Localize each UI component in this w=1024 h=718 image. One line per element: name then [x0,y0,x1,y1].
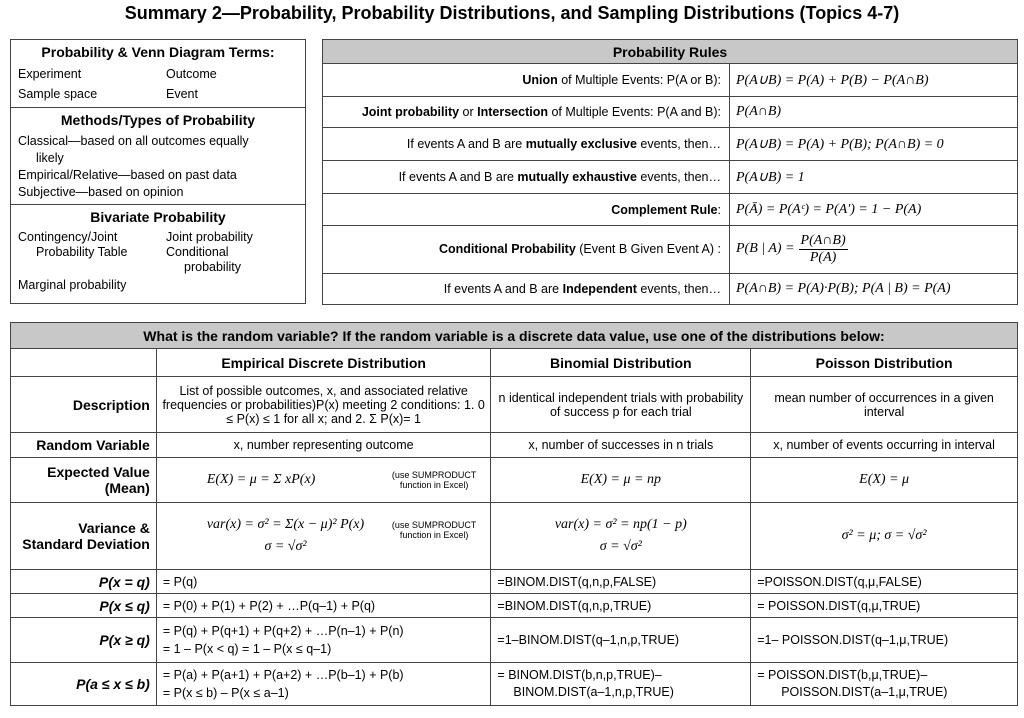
rule-formula: P(A∪B) = P(A) + P(B); P(A∩B) = 0 [730,128,1018,161]
table-row [11,377,1018,433]
table-cell: =1– POISSON.DIST(q–1,μ,TRUE) [751,618,1018,663]
method-item-continued: likely [36,151,64,165]
row-header: P(x = q) [11,570,157,594]
row-header: P(x ≥ q) [11,618,157,663]
table-cell [156,503,491,570]
row-header: P(a ≤ x ≤ b) [11,663,157,706]
bivariate-heading: Bivariate Probability [90,209,226,225]
table-row [323,64,1018,97]
term: Contingency/Joint [18,230,118,244]
rule-label: Union of Multiple Events: P(A or B): [323,64,730,97]
formula: var(x) = σ² = Σ(x − μ)² P(x) [206,517,365,532]
table-row [11,433,1018,458]
term: Sample space [18,87,98,101]
row-header: Variance & Standard Deviation [11,503,157,570]
distributions-banner: What is the random variable? If the random variable is a discrete data value, use one of the distributions below: [11,323,1018,349]
table-cell: =POISSON.DIST(q,μ,FALSE) [751,570,1018,594]
term: Marginal probability [18,278,127,292]
formula-left: P(B | A) = [736,241,795,257]
table-cell: =BINOM.DIST(q,n,p,FALSE) [491,570,751,594]
table-cell: List of possible outcomes, x, and associated relative frequencies or probabilities)P(x) meeting 2 conditions: 1. 0 ≤ P(x) ≤ 1 for all x; and 2. Σ P(x)= 1 [156,377,491,433]
table-row [11,594,1018,618]
rule-label: If events A and B are mutually exclusive events, then… [323,128,730,161]
excel-note: (use SUMPRODUCT function in Excel) [391,470,477,490]
venn-terms-section [11,40,305,108]
fraction-numerator: P(A∩B) [800,232,846,248]
rule-label: If events A and B are Independent events, then… [323,273,730,304]
table-cell [156,458,491,503]
table-row [323,161,1018,194]
venn-terms-heading: Probability & Venn Diagram Terms: [41,44,275,60]
rule-formula: P(A∩B) = P(A)·P(B); P(A | B) = P(A) [730,273,1018,304]
term-continued: probability [184,260,241,274]
term: Conditional [166,245,229,259]
rule-formula: P(A∪B) = P(A) + P(B) − P(A∩B) [730,64,1018,97]
table-cell: x, number of successes in n trials [491,433,751,458]
method-item: Classical—based on all outcomes equally [18,134,249,148]
term: Outcome [166,67,217,81]
table-cell: mean number of occurrences in a given interval [751,377,1018,433]
bivariate-section [11,205,305,296]
formula: E(X) = μ = np [491,458,751,503]
rule-label: Joint probability or Intersection of Multiple Events: P(A and B): [323,97,730,128]
table-cell: = P(q) + P(q+1) + P(q+2) + …P(n–1) + P(n) = 1 – P(x < q) = 1 – P(x ≤ q–1) [156,618,491,663]
row-header: Expected Value (Mean) [11,458,157,503]
formula: E(X) = μ = Σ xP(x) [206,472,316,487]
table-cell: = BINOM.DIST(b,n,p,TRUE)– BINOM.DIST(a–1,n,p,TRUE) [491,663,751,706]
table-cell [491,503,751,570]
column-header-binomial: Binomial Distribution [491,349,751,377]
term: Joint probability [166,230,253,244]
column-header-empirical: Empirical Discrete Distribution [156,349,491,377]
rule-label: If events A and B are mutually exhaustive events, then… [323,161,730,194]
term: Event [166,87,198,101]
formula: σ = √σ² [264,539,307,554]
table-cell: = P(q) [156,570,491,594]
page-title: Summary 2—Probability, Probability Distributions, and Sampling Distributions (Topics 4-7) [124,3,900,23]
method-item: Subjective—based on opinion [18,185,184,199]
term-continued: Probability Table [36,245,128,259]
excel-note: (use SUMPRODUCT function in Excel) [391,520,477,540]
methods-section [11,108,305,205]
table-row [323,128,1018,161]
formula: σ² = μ; σ = √σ² [751,503,1018,570]
row-header: Random Variable [11,433,157,458]
rule-label: Complement Rule: [323,194,730,225]
table-row [323,273,1018,304]
rule-formula: P(A∩B) [730,97,1018,128]
formula: var(x) = σ² = np(1 − p) [554,517,687,532]
table-cell: =BINOM.DIST(q,n,p,TRUE) [491,594,751,618]
rule-label: Conditional Probability (Event B Given Event A) : [323,225,730,273]
rule-formula: P(Ā) = P(Aᶜ) = P(A′) = 1 − P(A) [730,194,1018,225]
table-cell: =1–BINOM.DIST(q–1,n,p,TRUE) [491,618,751,663]
rules-header: Probability Rules [323,40,1018,64]
column-header-poisson: Poisson Distribution [751,349,1018,377]
table-cell: x, number of events occurring in interval [751,433,1018,458]
table-cell: x, number representing outcome [156,433,491,458]
formula: σ = √σ² [599,539,642,554]
table-cell: = POISSON.DIST(b,μ,TRUE)– POISSON.DIST(a–1,μ,TRUE) [751,663,1018,706]
table-row [11,618,1018,663]
table-row [323,194,1018,225]
formula: E(X) = μ [751,458,1018,503]
table-cell: = P(0) + P(1) + P(2) + …P(q–1) + P(q) [156,594,491,618]
table-cell: = POISSON.DIST(q,μ,TRUE) [751,594,1018,618]
table-row [11,458,1018,503]
table-cell: = P(a) + P(a+1) + P(a+2) + …P(b–1) + P(b) = P(x ≤ b) – P(x ≤ a–1) [156,663,491,706]
probability-rules-table [322,39,1018,305]
rule-formula: P(A∪B) = 1 [730,161,1018,194]
rule-formula [730,225,1018,273]
table-row [323,97,1018,128]
methods-heading: Methods/Types of Probability [60,112,256,128]
table-row [11,570,1018,594]
distributions-table [10,322,1018,706]
term: Experiment [18,67,82,81]
row-header: P(x ≤ q) [11,594,157,618]
table-row [323,225,1018,273]
table-row [11,503,1018,570]
fraction-denominator: P(A) [809,249,837,265]
row-header: Description [11,377,157,433]
method-item: Empirical/Relative—based on past data [18,168,237,182]
table-cell: n identical independent trials with probability of success p for each trial [491,377,751,433]
terms-panel [10,39,306,304]
table-row [11,663,1018,706]
